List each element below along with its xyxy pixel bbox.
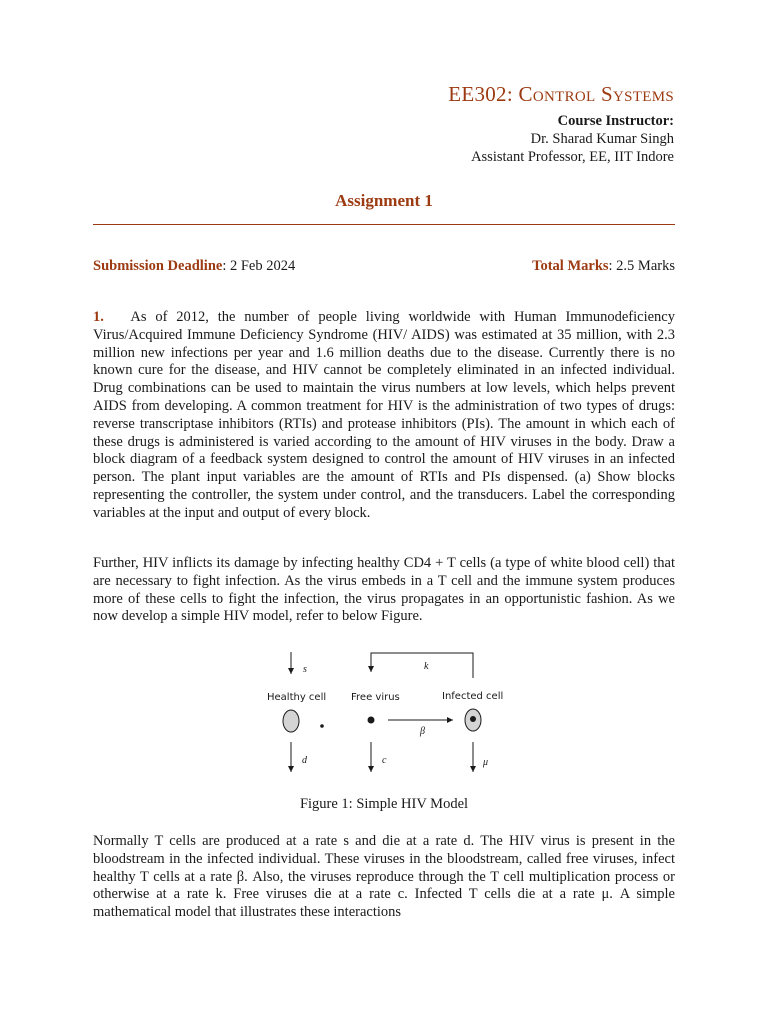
deadline-label: Submission Deadline — [93, 258, 223, 274]
question-paragraph-1 — [93, 309, 675, 523]
marks-label: Total Marks — [532, 258, 609, 274]
question-text-1: As of 2012, the number of people living worldwide with Human Immunodeficiency Virus/Acquired Immune Deficiency Syndrome (HIV/ AIDS) was estimated at 35 million, with 2.3 million new infections per year and 1.6 million deaths due to the disease. Currently there is no known cure for the disease, and HIV cannot be completely eliminated in an infected individual. Drug combinations can be used to maintain the virus numbers at low levels, which helps prevent AIDS from developing. A common treatment for HIV is the administration of two types of drugs: reverse transcriptase inhibitors (RTIs) and protease inhibitors (PIs). The amount in which each of these drugs is administered is varied according to the amount of HIV viruses in the body. Draw a block diagram of a feedback system designed to control the amount of HIV viruses in an infected person. The plant input variables are the amount of RTIs and PIs dispensed. (a) Show blocks representing the controller, the system under control, and the transducers. Label the corresponding variables at the input and output of every block. — [93, 309, 675, 521]
rate-k-label: k — [424, 661, 429, 672]
healthy-cell-label: Healthy cell — [267, 692, 327, 703]
free-virus-label: Free virus — [351, 692, 400, 703]
reproduction-loop-arrow — [371, 653, 473, 678]
instructor-name: Dr. Sharad Kumar Singh — [530, 131, 674, 147]
deadline-value: : 2 Feb 2024 — [222, 258, 296, 274]
title-divider — [93, 224, 675, 225]
healthy-cell-icon — [283, 710, 299, 732]
deadline — [93, 258, 295, 275]
rate-beta-label: β — [420, 726, 425, 737]
infected-cell-nucleus-icon — [470, 716, 476, 722]
question-number: 1. — [93, 309, 104, 325]
course-title: EE302: Control Systems — [448, 82, 674, 106]
question-paragraph-2: Further, HIV inflicts its damage by infecting healthy CD4 + T cells (a type of white blood cell) that are necessary to fight infection. As the virus embeds in a T cell and the immune system produces more of these cells to fight the infection, the virus propagates in an opportunistic fashion. As we now develop a simple HIV model, refer to below Figure. — [93, 555, 675, 625]
rate-mu-label: μ — [483, 757, 489, 768]
instructor-label: Course Instructor: — [557, 113, 674, 129]
rate-s-label: s — [303, 664, 307, 675]
assignment-title: Assignment 1 — [335, 191, 433, 210]
marks-value: : 2.5 Marks — [608, 258, 675, 274]
hiv-model-diagram — [258, 648, 510, 783]
figure-caption: Figure 1: Simple HIV Model — [299, 796, 469, 812]
rate-d-label: d — [302, 755, 307, 766]
infected-cell-label: Infected cell — [442, 691, 504, 702]
total-marks — [532, 258, 675, 275]
rate-c-label: c — [382, 755, 387, 766]
instructor-block — [471, 112, 674, 166]
question-paragraph-3: Normally T cells are produced at a rate s and die at a rate d. The HIV virus is present in the bloodstream in the infected individual. These viruses in the bloodstream, called free viruses, infect healthy T cells at a rate β. Also, the viruses reproduce through the T cell multiplication process or otherwise at a rate k. Free viruses die at a rate c. Infected T cells die at a rate μ. A simple mathematical model that illustrates these interactions — [93, 833, 675, 921]
free-virus-icon — [368, 717, 375, 724]
interaction-dot-icon — [320, 724, 324, 728]
instructor-position: Assistant Professor, EE, IIT Indore — [471, 149, 674, 165]
hiv-model-figure — [258, 648, 510, 783]
